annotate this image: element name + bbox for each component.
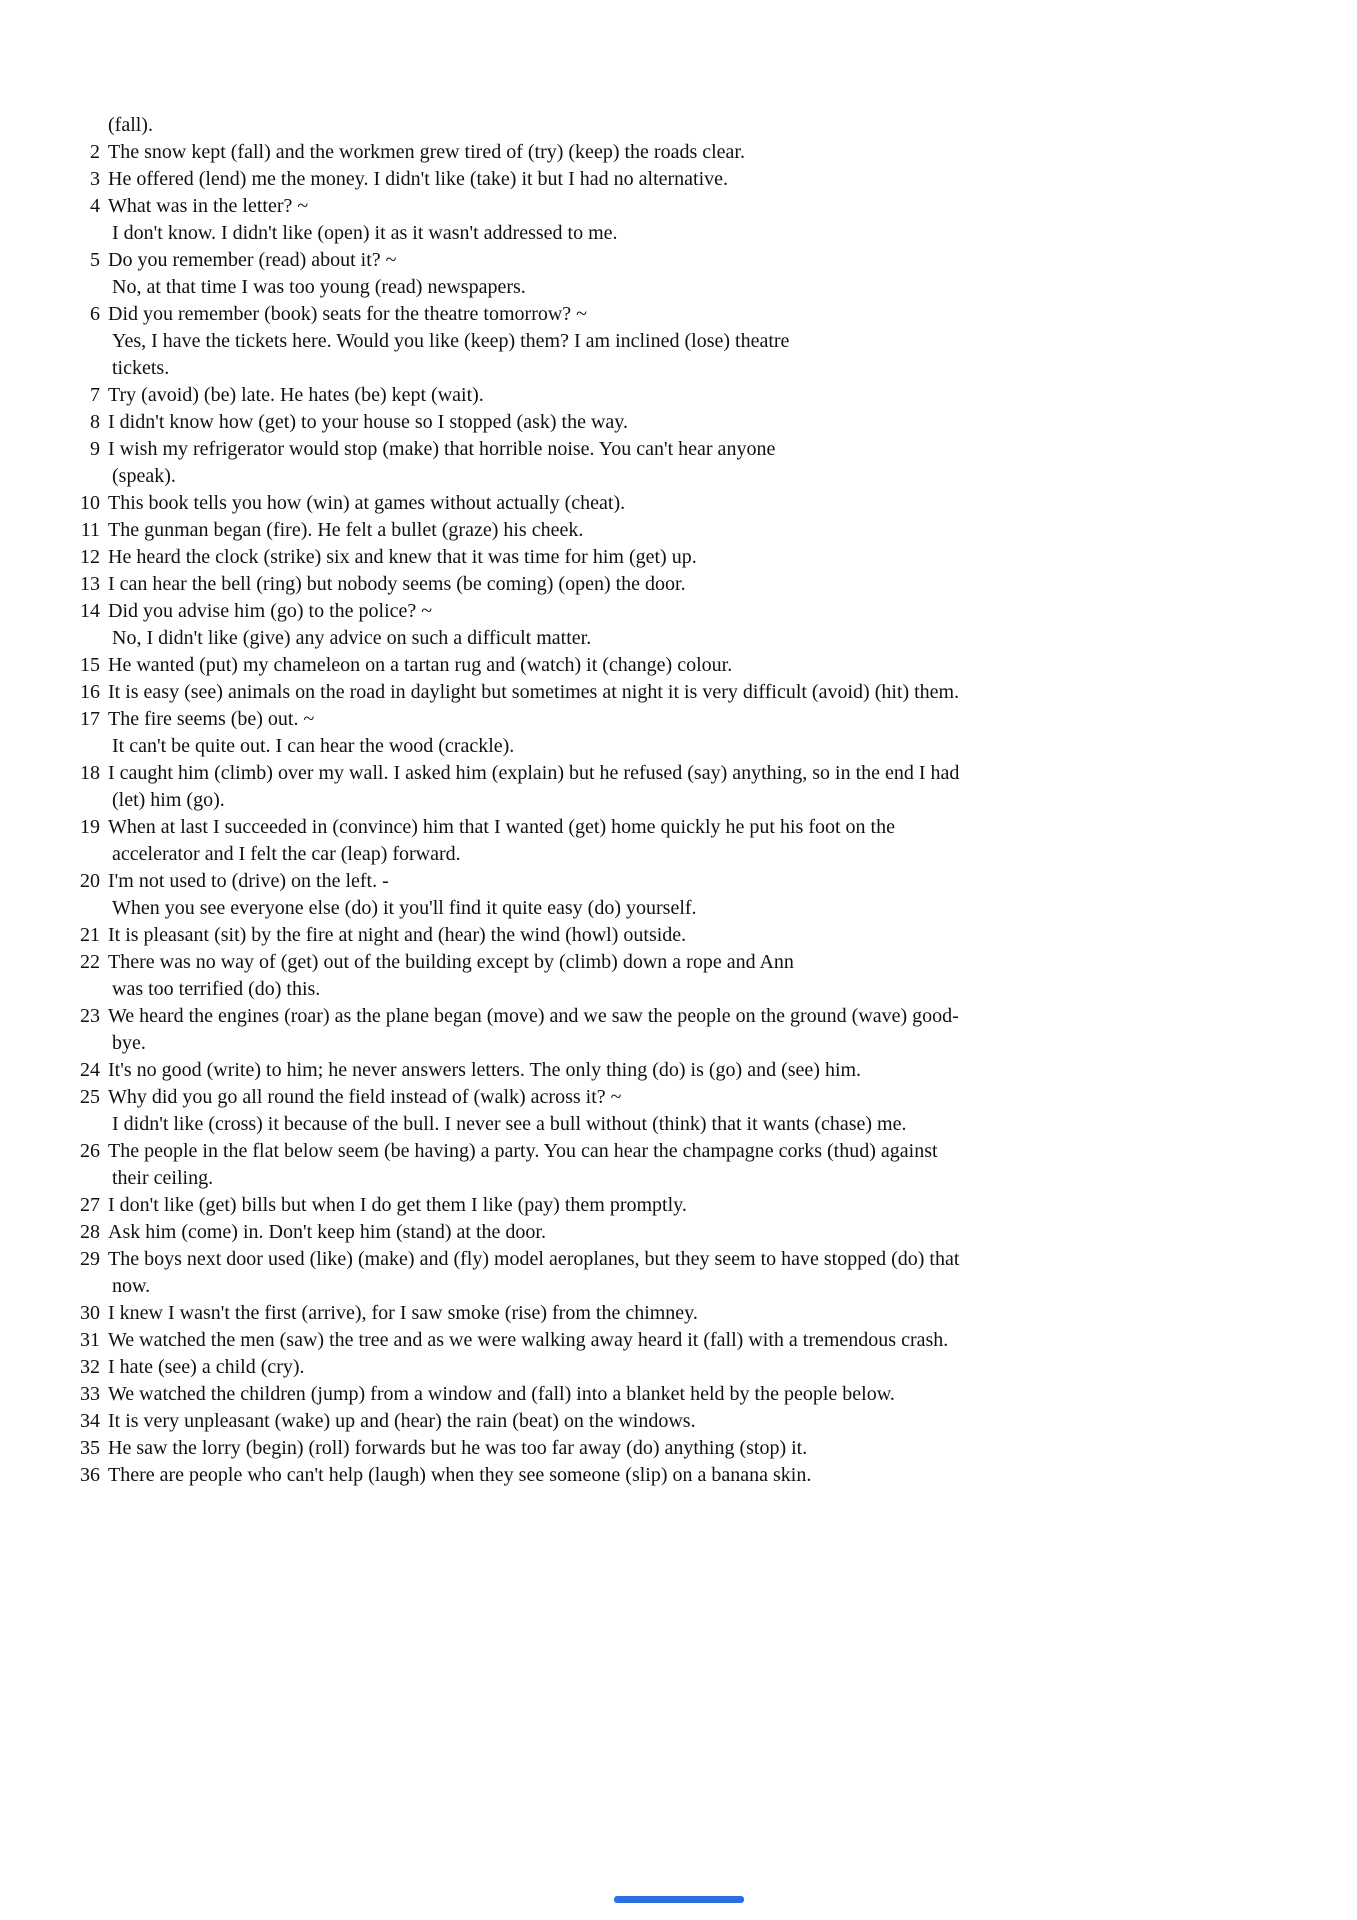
exercise-line bbox=[70, 1165, 1317, 1192]
item-number: 34 bbox=[80, 1410, 100, 1432]
item-text: When at last I succeeded in (convince) him that I wanted (get) home quickly he put his foot on the bbox=[108, 816, 895, 838]
exercise-line bbox=[70, 166, 1317, 193]
exercise-line bbox=[70, 409, 1317, 436]
item-text: bye. bbox=[112, 1032, 146, 1054]
exercise-line bbox=[70, 949, 1317, 976]
item-text: He saw the lorry (begin) (roll) forwards but he was too far away (do) anything (stop) it. bbox=[108, 1437, 808, 1459]
item-number: 3 bbox=[90, 168, 100, 190]
item-text: I caught him (climb) over my wall. I asked him (explain) but he refused (say) anything, so in the end I had bbox=[108, 762, 960, 784]
item-number: 31 bbox=[80, 1329, 100, 1351]
item-number: 21 bbox=[80, 924, 100, 946]
item-number: 18 bbox=[80, 762, 100, 784]
exercise-line bbox=[70, 760, 1317, 787]
item-text: now. bbox=[112, 1275, 151, 1297]
item-number: 20 bbox=[80, 870, 100, 892]
exercise-line bbox=[70, 1327, 1317, 1354]
item-text: The fire seems (be) out. ~ bbox=[108, 708, 315, 730]
item-text: It's no good (write) to him; he never answers letters. The only thing (do) is (go) and (see) him. bbox=[108, 1059, 862, 1081]
item-text: The snow kept (fall) and the workmen grew tired of (try) (keep) the roads clear. bbox=[108, 141, 745, 163]
exercise-line bbox=[70, 382, 1317, 409]
exercise-line bbox=[70, 544, 1317, 571]
item-text: When you see everyone else (do) it you'll find it quite easy (do) yourself. bbox=[112, 897, 697, 919]
item-text: I'm not used to (drive) on the left. - bbox=[108, 870, 389, 892]
exercise-line bbox=[70, 841, 1317, 868]
item-number: 7 bbox=[90, 384, 100, 406]
exercise-line bbox=[70, 1435, 1317, 1462]
item-text: Why did you go all round the field instead of (walk) across it? ~ bbox=[108, 1086, 622, 1108]
exercise-line bbox=[70, 274, 1317, 301]
item-number: 35 bbox=[80, 1437, 100, 1459]
item-number: 15 bbox=[80, 654, 100, 676]
item-text: It is pleasant (sit) by the fire at night and (hear) the wind (howl) outside. bbox=[108, 924, 687, 946]
exercise-line bbox=[70, 679, 1317, 706]
exercise-line bbox=[70, 1462, 1317, 1489]
item-text: I don't know. I didn't like (open) it as it wasn't addressed to me. bbox=[112, 222, 618, 244]
item-text: Did you advise him (go) to the police? ~ bbox=[108, 600, 433, 622]
item-number: 6 bbox=[90, 303, 100, 325]
exercise-line bbox=[70, 1084, 1317, 1111]
item-number: 19 bbox=[80, 816, 100, 838]
exercise-line bbox=[70, 1300, 1317, 1327]
exercise-line bbox=[70, 733, 1317, 760]
item-text: The boys next door used (like) (make) and (fly) model aeroplanes, but they seem to have stopped (do) that bbox=[108, 1248, 960, 1270]
exercise-line bbox=[70, 355, 1317, 382]
exercise-line bbox=[70, 328, 1317, 355]
item-number: 33 bbox=[80, 1383, 100, 1405]
exercise-line bbox=[70, 1003, 1317, 1030]
item-text: (fall). bbox=[108, 114, 153, 136]
item-text: Do you remember (read) about it? ~ bbox=[108, 249, 397, 271]
exercise-line bbox=[70, 787, 1317, 814]
exercise-line bbox=[70, 1030, 1317, 1057]
exercise-line bbox=[70, 598, 1317, 625]
exercise-line bbox=[70, 1111, 1317, 1138]
item-text: He wanted (put) my chameleon on a tartan rug and (watch) it (change) colour. bbox=[108, 654, 733, 676]
item-number: 28 bbox=[80, 1221, 100, 1243]
exercise-line bbox=[70, 868, 1317, 895]
exercise-line bbox=[70, 436, 1317, 463]
item-number: 9 bbox=[90, 438, 100, 460]
item-text: I can hear the bell (ring) but nobody seems (be coming) (open) the door. bbox=[108, 573, 686, 595]
item-text: We watched the children (jump) from a window and (fall) into a blanket held by the people below. bbox=[108, 1383, 895, 1405]
item-number: 5 bbox=[90, 249, 100, 271]
item-number: 25 bbox=[80, 1086, 100, 1108]
item-text: It is very unpleasant (wake) up and (hear) the rain (beat) on the windows. bbox=[108, 1410, 696, 1432]
exercise-line bbox=[70, 814, 1317, 841]
exercise-line bbox=[70, 463, 1317, 490]
item-text: (let) him (go). bbox=[112, 789, 225, 811]
exercise-line bbox=[70, 976, 1317, 1003]
item-number: 24 bbox=[80, 1059, 100, 1081]
exercise-line bbox=[70, 1381, 1317, 1408]
item-text: No, at that time I was too young (read) newspapers. bbox=[112, 276, 526, 298]
item-number: 14 bbox=[80, 600, 100, 622]
exercise-line bbox=[70, 1408, 1317, 1435]
item-text: There are people who can't help (laugh) when they see someone (slip) on a banana skin. bbox=[108, 1464, 812, 1486]
item-text: We watched the men (saw) the tree and as we were walking away heard it (fall) with a tremendous crash. bbox=[108, 1329, 949, 1351]
exercise-line bbox=[70, 1273, 1317, 1300]
item-number: 10 bbox=[80, 492, 100, 514]
item-number: 29 bbox=[80, 1248, 100, 1270]
item-text: their ceiling. bbox=[112, 1167, 214, 1189]
item-text: Did you remember (book) seats for the theatre tomorrow? ~ bbox=[108, 303, 587, 325]
item-text: No, I didn't like (give) any advice on such a difficult matter. bbox=[112, 627, 592, 649]
exercise-list bbox=[70, 112, 1317, 1489]
item-text: was too terrified (do) this. bbox=[112, 978, 321, 1000]
exercise-line bbox=[70, 139, 1317, 166]
exercise-line bbox=[70, 517, 1317, 544]
item-text: It is easy (see) animals on the road in daylight but sometimes at night it is very difficult (avoid) (hit) them. bbox=[108, 681, 960, 703]
item-text: tickets. bbox=[112, 357, 170, 379]
exercise-line bbox=[70, 112, 1317, 139]
item-text: This book tells you how (win) at games without actually (cheat). bbox=[108, 492, 626, 514]
item-text: Yes, I have the tickets here. Would you like (keep) them? I am inclined (lose) theatre bbox=[112, 330, 790, 352]
item-text: accelerator and I felt the car (leap) forward. bbox=[112, 843, 461, 865]
item-number: 23 bbox=[80, 1005, 100, 1027]
exercise-line bbox=[70, 1354, 1317, 1381]
item-number: 30 bbox=[80, 1302, 100, 1324]
exercise-line bbox=[70, 1138, 1317, 1165]
item-text: It can't be quite out. I can hear the wood (crackle). bbox=[112, 735, 515, 757]
exercise-line bbox=[70, 193, 1317, 220]
item-number: 16 bbox=[80, 681, 100, 703]
item-text: I knew I wasn't the first (arrive), for I saw smoke (rise) from the chimney. bbox=[108, 1302, 698, 1324]
item-text: I didn't know how (get) to your house so I stopped (ask) the way. bbox=[108, 411, 628, 433]
exercise-line bbox=[70, 706, 1317, 733]
exercise-line bbox=[70, 247, 1317, 274]
item-text: I don't like (get) bills but when I do get them I like (pay) them promptly. bbox=[108, 1194, 687, 1216]
item-number: 17 bbox=[80, 708, 100, 730]
exercise-line bbox=[70, 1246, 1317, 1273]
item-number: 8 bbox=[90, 411, 100, 433]
item-number: 36 bbox=[80, 1464, 100, 1486]
exercise-line bbox=[70, 220, 1317, 247]
item-text: (speak). bbox=[112, 465, 176, 487]
item-number: 13 bbox=[80, 573, 100, 595]
item-number: 11 bbox=[80, 519, 100, 541]
item-text: We heard the engines (roar) as the plane began (move) and we saw the people on the ground (wave) good- bbox=[108, 1005, 959, 1027]
exercise-line bbox=[70, 652, 1317, 679]
item-number: 27 bbox=[80, 1194, 100, 1216]
item-text: What was in the letter? ~ bbox=[108, 195, 309, 217]
item-number: 2 bbox=[90, 141, 100, 163]
item-text: The people in the flat below seem (be having) a party. You can hear the champagne corks (thud) against bbox=[108, 1140, 938, 1162]
item-text: Ask him (come) in. Don't keep him (stand) at the door. bbox=[108, 1221, 546, 1243]
item-text: He heard the clock (strike) six and knew that it was time for him (get) up. bbox=[108, 546, 697, 568]
exercise-line bbox=[70, 1057, 1317, 1084]
exercise-line bbox=[70, 490, 1317, 517]
exercise-line bbox=[70, 571, 1317, 598]
exercise-line bbox=[70, 301, 1317, 328]
exercise-line bbox=[70, 625, 1317, 652]
item-text: I wish my refrigerator would stop (make) that horrible noise. You can't hear anyone bbox=[108, 438, 776, 460]
bottom-scroll-indicator[interactable] bbox=[614, 1896, 744, 1903]
item-text: I hate (see) a child (cry). bbox=[108, 1356, 305, 1378]
item-number: 22 bbox=[80, 951, 100, 973]
item-number: 4 bbox=[90, 195, 100, 217]
item-text: I didn't like (cross) it because of the bull. I never see a bull without (think) that it wants (chase) me. bbox=[112, 1113, 907, 1135]
item-text: Try (avoid) (be) late. He hates (be) kept (wait). bbox=[108, 384, 484, 406]
item-text: There was no way of (get) out of the building except by (climb) down a rope and Ann bbox=[108, 951, 794, 973]
item-text: He offered (lend) me the money. I didn't like (take) it but I had no alternative. bbox=[108, 168, 729, 190]
exercise-line bbox=[70, 1192, 1317, 1219]
item-number: 12 bbox=[80, 546, 100, 568]
item-text: The gunman began (fire). He felt a bullet (graze) his cheek. bbox=[108, 519, 584, 541]
item-number: 32 bbox=[80, 1356, 100, 1378]
item-number: 26 bbox=[80, 1140, 100, 1162]
exercise-line bbox=[70, 895, 1317, 922]
exercise-line bbox=[70, 1219, 1317, 1246]
exercise-line bbox=[70, 922, 1317, 949]
